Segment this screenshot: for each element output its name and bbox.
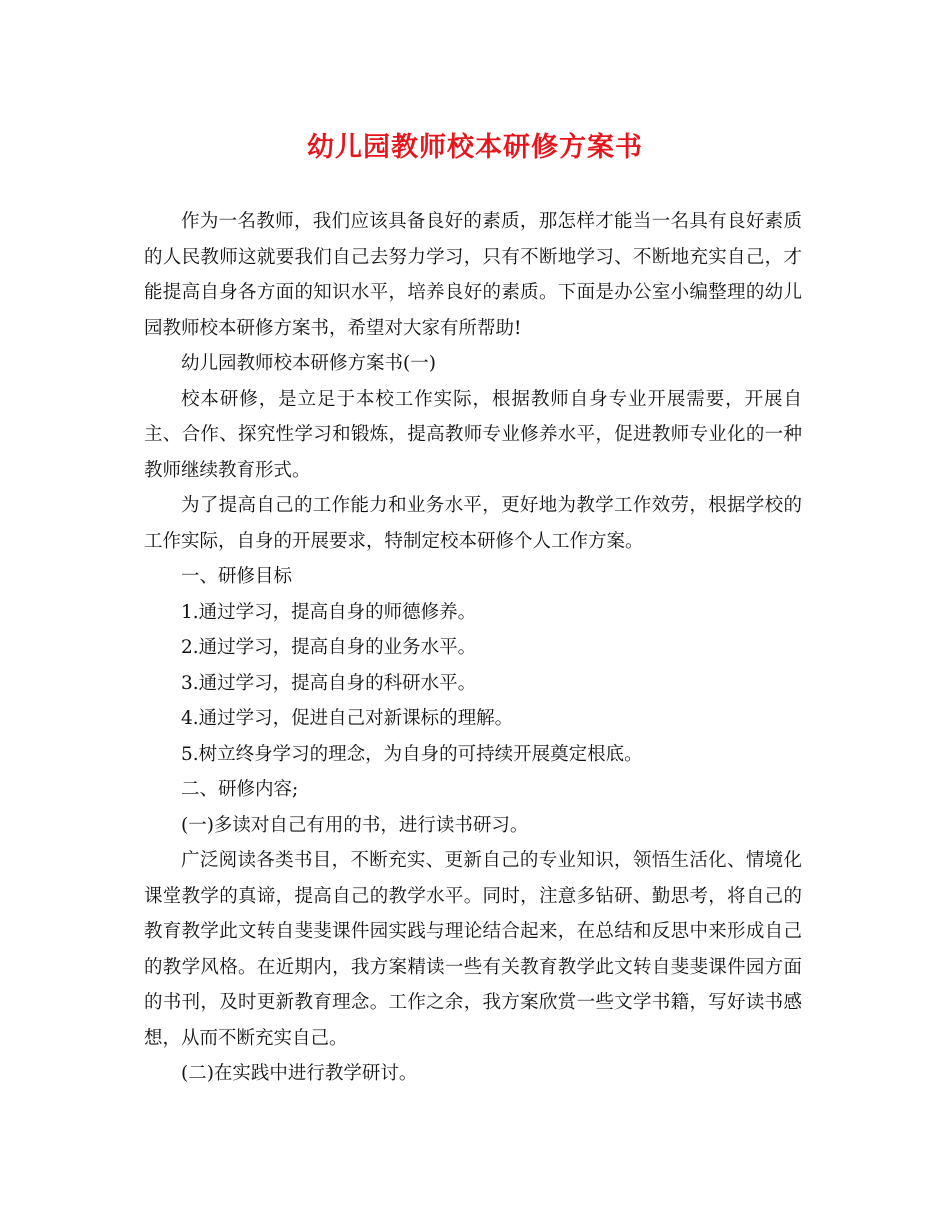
section-heading-goals: 一、研修目标	[181, 566, 293, 587]
paragraph-intro: 作为一名教师，我们应该具备良好的素质，那怎样才能当一名具有良好素质的人民教师这就要我们自己去努力学习，只有不断地学习、不断地充实自己，才能提高自身各方面的知识水平，培养良好的素质。下面是办公室小编整理的幼儿园教师校本研修方案书，希望对大家有所帮助!	[144, 211, 802, 339]
list-item: 3.通过学习，提高自身的科研水平。	[181, 672, 477, 694]
document-body	[144, 204, 802, 1092]
paragraph-subtitle: 幼儿园教师校本研修方案书(一)	[181, 353, 436, 374]
section-heading-content: 二、研修内容;	[181, 779, 299, 800]
list-item: 4.通过学习，促进自己对新课标的理解。	[181, 708, 514, 729]
list-item: 2.通过学习，提高自身的业务水平。	[181, 637, 477, 658]
list-item: 5.树立终身学习的理念，为自身的可持续开展奠定根底。	[181, 743, 643, 765]
document-title: 幼儿园教师校本研修方案书	[307, 132, 643, 163]
list-item: 1.通过学习，提高自身的师德修养。	[181, 601, 477, 623]
subsection-heading-practice: (二)在实践中进行教学研讨。	[181, 1063, 418, 1084]
paragraph-purpose: 为了提高自己的工作能力和业务水平，更好地为教学工作效劳，根据学校的工作实际，自身的开展要求，特制定校本研修个人工作方案。	[144, 495, 802, 552]
subsection-heading-reading: (一)多读对自己有用的书，进行读书研习。	[181, 814, 529, 836]
paragraph-definition: 校本研修，是立足于本校工作实际，根据教师自身专业开展需要，开展自主、合作、探究性学习和锻炼，提高教师专业修养水平，促进教师专业化的一种教师继续教育形式。	[144, 388, 802, 481]
paragraph-reading: 广泛阅读各类书目，不断充实、更新自己的专业知识，领悟生活化、情境化课堂教学的真谛，提高自己的教学水平。同时，注意多钻研、勤思考，将自己的教育教学此文转自斐斐课件园实践与理论结合起来，在总结和反思中来形成自己的教学风格。在近期内，我方案精读一些有关教育教学此文转自斐斐课件园方面的书刊，及时更新教育理念。工作之余，我方案欣赏一些文学书籍，写好读书感想，从而不断充实自己。	[144, 850, 802, 1049]
